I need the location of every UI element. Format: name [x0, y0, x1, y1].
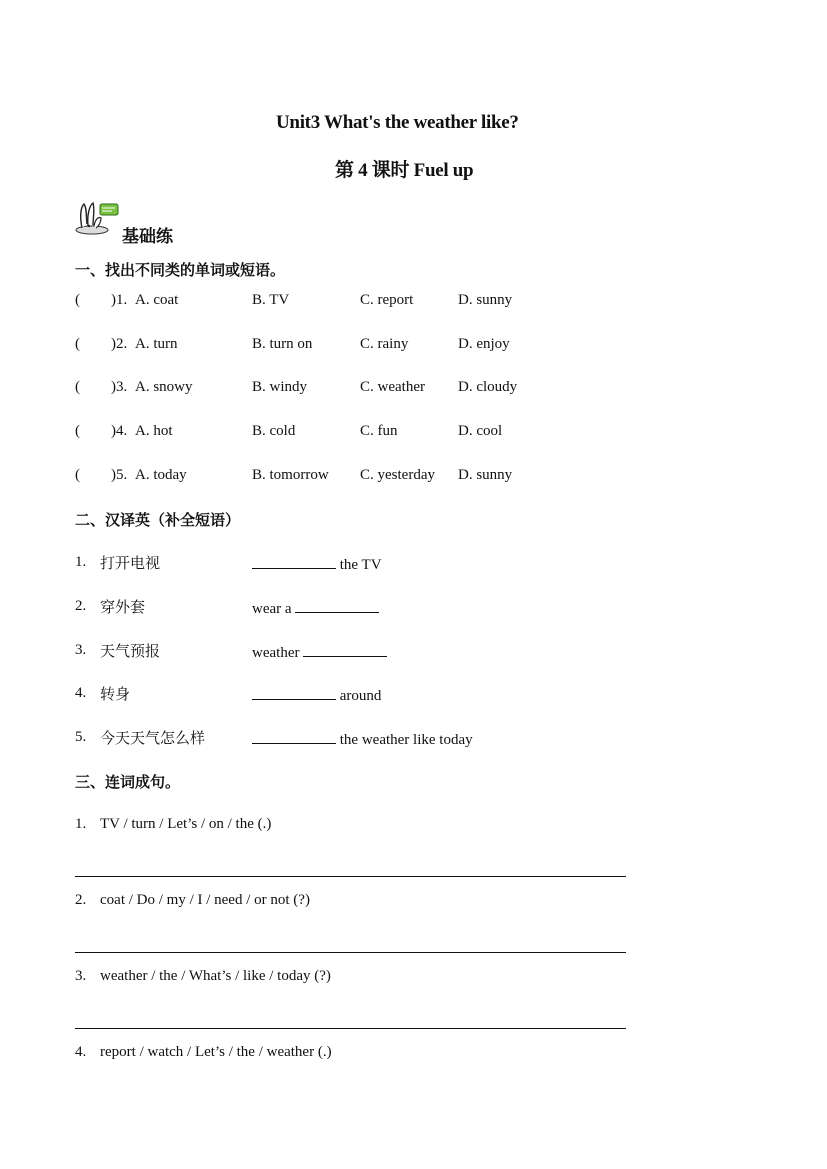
- scrambled-words: TV / turn / Let’s / on / the (.): [100, 816, 272, 832]
- item-number: 2.: [75, 598, 87, 614]
- question-number: )2.: [111, 336, 128, 352]
- option-a: A. turn: [135, 336, 178, 352]
- option-b: B. windy: [252, 379, 308, 395]
- item-number: 1.: [75, 816, 87, 832]
- english-phrase: [252, 642, 387, 662]
- answer-line[interactable]: [75, 876, 626, 877]
- answer-paren-open[interactable]: (: [75, 467, 80, 483]
- option-d: D. sunny: [458, 292, 513, 308]
- phrase-suffix: the weather like today: [339, 732, 473, 748]
- question-number: )3.: [111, 379, 128, 395]
- fill-in-blank[interactable]: [252, 554, 336, 569]
- lesson-subtitle: 第 4 课时 Fuel up: [335, 160, 474, 181]
- chinese-phrase: 穿外套: [100, 598, 146, 616]
- item-number: 3.: [75, 968, 87, 984]
- fill-in-blank[interactable]: [303, 642, 387, 657]
- worksheet-title: Unit3 What's the weather like?: [276, 112, 519, 133]
- option-b: B. turn on: [252, 336, 313, 352]
- item-number: 5.: [75, 729, 87, 745]
- english-phrase: [252, 554, 382, 574]
- answer-line[interactable]: [75, 952, 626, 953]
- english-phrase: [252, 729, 473, 749]
- chinese-phrase: 今天天气怎么样: [100, 729, 206, 747]
- answer-paren-open[interactable]: (: [75, 423, 80, 439]
- item-number: 1.: [75, 554, 87, 570]
- option-c: C. report: [360, 292, 414, 308]
- scrambled-words: weather / the / What’s / like / today (?): [100, 968, 331, 984]
- option-c: C. rainy: [360, 336, 409, 352]
- option-d: D. sunny: [458, 467, 513, 483]
- fill-in-blank[interactable]: [252, 729, 336, 744]
- chinese-phrase: 天气预报: [100, 642, 161, 660]
- chinese-phrase: 转身: [100, 685, 131, 703]
- item-number: 2.: [75, 892, 87, 908]
- phrase-suffix: around: [339, 688, 382, 704]
- option-d: D. cloudy: [458, 379, 518, 395]
- english-phrase: [252, 598, 379, 618]
- item-number: 3.: [75, 642, 87, 658]
- option-c: C. fun: [360, 423, 398, 439]
- option-a: A. hot: [135, 423, 173, 439]
- option-b: B. cold: [252, 423, 296, 439]
- part3-heading: 三、连词成句。: [75, 773, 181, 791]
- answer-line[interactable]: [75, 1028, 626, 1029]
- fill-in-blank[interactable]: [252, 685, 336, 700]
- option-c: C. yesterday: [360, 467, 435, 483]
- scrambled-words: coat / Do / my / I / need / or not (?): [100, 892, 310, 908]
- option-d: D. enjoy: [458, 336, 510, 352]
- option-c: C. weather: [360, 379, 425, 395]
- option-a: A. coat: [135, 292, 179, 308]
- question-number: )4.: [111, 423, 128, 439]
- option-b: B. TV: [252, 292, 290, 308]
- english-phrase: [252, 685, 381, 705]
- scrambled-words: report / watch / Let’s / the / weather (.): [100, 1044, 332, 1060]
- chinese-phrase: 打开电视: [100, 554, 161, 572]
- question-number: )1.: [111, 292, 128, 308]
- item-number: 4.: [75, 685, 87, 701]
- option-a: A. snowy: [135, 379, 193, 395]
- option-a: A. today: [135, 467, 187, 483]
- rabbit-mascot-icon: [74, 200, 120, 236]
- answer-paren-open[interactable]: (: [75, 336, 80, 352]
- answer-paren-open[interactable]: (: [75, 292, 80, 308]
- phrase-suffix: the TV: [339, 557, 382, 573]
- answer-paren-open[interactable]: (: [75, 379, 80, 395]
- part1-heading: 一、找出不同类的单词或短语。: [75, 261, 286, 279]
- fill-in-blank[interactable]: [295, 598, 379, 613]
- phrase-prefix: wear a: [252, 601, 292, 617]
- option-b: B. tomorrow: [252, 467, 329, 483]
- phrase-prefix: weather: [252, 645, 300, 661]
- item-number: 4.: [75, 1044, 87, 1060]
- question-number: )5.: [111, 467, 128, 483]
- option-d: D. cool: [458, 423, 503, 439]
- part2-heading: 二、汉译英（补全短语）: [75, 511, 241, 529]
- section-label: 基础练: [122, 227, 173, 247]
